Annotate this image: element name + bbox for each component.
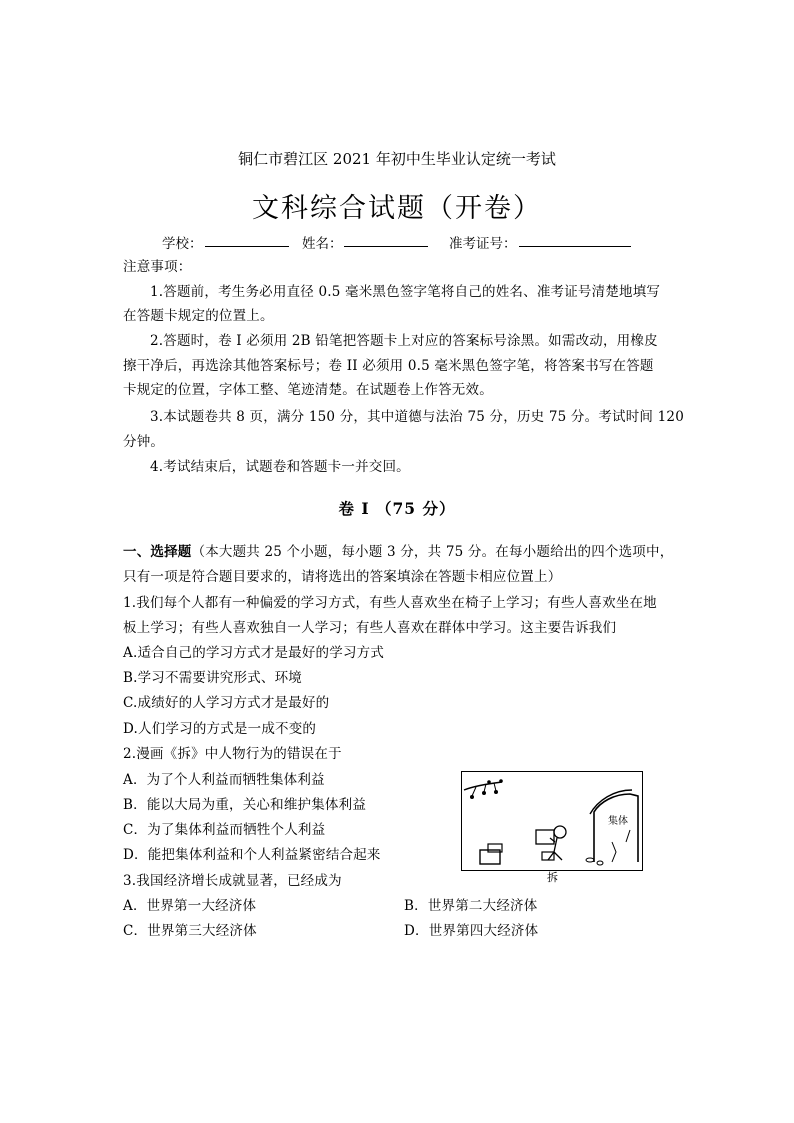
notice-heading: 注意事项： <box>123 259 192 275</box>
cartoon-caption: 拆 <box>547 871 558 884</box>
field-exam-id-blank <box>519 246 631 247</box>
section-title: 卷 I （75 分） <box>338 499 456 518</box>
notice-item-2-line-2: 擦干净后，再选涂其他答案标号；卷 II 必须用 0.5 毫米黑色签字笔，将答案书写在答题 <box>123 358 654 374</box>
cartoon-drawing <box>462 772 642 870</box>
notice-item-4-line-1: 4.考试结束后，试题卷和答题卡一并交回。 <box>150 459 410 475</box>
field-name-label: 姓名： <box>302 236 343 252</box>
part-desc-line-2: 只有一项是符合题目要求的，请将选出的答案填涂在答题卡相应位置上） <box>123 569 562 585</box>
q2-cartoon <box>461 771 643 871</box>
q2-option-b: B．能以大局为重，关心和维护集体利益 <box>123 797 367 813</box>
q1-option-d: D.人们学习的方式是一成不变的 <box>123 721 317 737</box>
q1-option-a: A.适合自己的学习方式才是最好的学习方式 <box>123 645 385 661</box>
q2-option-d: D．能把集体利益和个人利益紧密结合起来 <box>123 847 381 863</box>
q1-stem-line-1: 1.我们每个人都有一种偏爱的学习方式，有些人喜欢坐在椅子上学习；有些人喜欢坐在地 <box>123 595 657 611</box>
part-label: 一、选择题 <box>123 544 192 560</box>
field-name-blank <box>344 246 428 247</box>
q1-option-b: B.学习不需要讲究形式、环境 <box>123 670 303 686</box>
q3-option-a: A．世界第一大经济体 <box>123 898 257 914</box>
notice-item-1-line-1: 1.答题前，考生务必用直径 0.5 毫米黑色签字笔将自己的姓名、准考证号清楚地填写 <box>150 284 661 300</box>
q3-option-b: B．世界第二大经济体 <box>404 898 538 914</box>
field-school-label: 学校： <box>162 236 203 252</box>
exam-title: 文科综合试题（开卷） <box>252 193 542 224</box>
q3-stem: 3.我国经济增长成就显著，已经成为 <box>123 873 342 889</box>
notice-item-3-line-2: 分钟。 <box>123 434 165 450</box>
notice-item-1-line-2: 在答题卡规定的位置上。 <box>123 308 274 324</box>
q3-option-d: D．世界第四大经济体 <box>404 923 539 939</box>
q2-option-a: A．为了个人利益而牺牲集体利益 <box>123 772 325 788</box>
q1-option-c: C.成绩好的人学习方式才是最好的 <box>123 695 330 711</box>
notice-item-3-line-1: 3.本试题卷共 8 页，满分 150 分，其中道德与法治 75 分，历史 75 分。考试时间 120 <box>150 409 684 425</box>
exam-subtitle: 铜仁市碧江区 2021 年初中生毕业认定统一考试 <box>238 150 556 168</box>
cartoon-wall-text: 集体 <box>608 816 628 827</box>
q2-stem: 2.漫画《拆》中人物行为的错误在于 <box>123 746 342 762</box>
field-exam-id-label: 准考证号： <box>449 236 517 252</box>
part-desc-line-1: （本大题共 25 个小题，每小题 3 分，共 75 分。在每小题给出的四个选项中， <box>191 544 674 560</box>
q1-stem-line-2: 板上学习；有些人喜欢独自一人学习；有些人喜欢在群体中学习。这主要告诉我们 <box>123 620 617 636</box>
field-school-blank <box>205 246 289 247</box>
notice-item-2-line-1: 2.答题时，卷 I 必须用 2B 铅笔把答题卡上对应的答案标号涂黑。如需改动，用橡皮 <box>150 333 658 349</box>
notice-item-2-line-3: 卡规定的位置，字体工整、笔迹清楚。在试题卷上作答无效。 <box>123 382 493 398</box>
q2-option-c: C．为了集体利益而牺牲个人利益 <box>123 822 326 838</box>
q3-option-c: C．世界第三大经济体 <box>123 923 257 939</box>
part-instructions <box>123 543 673 561</box>
